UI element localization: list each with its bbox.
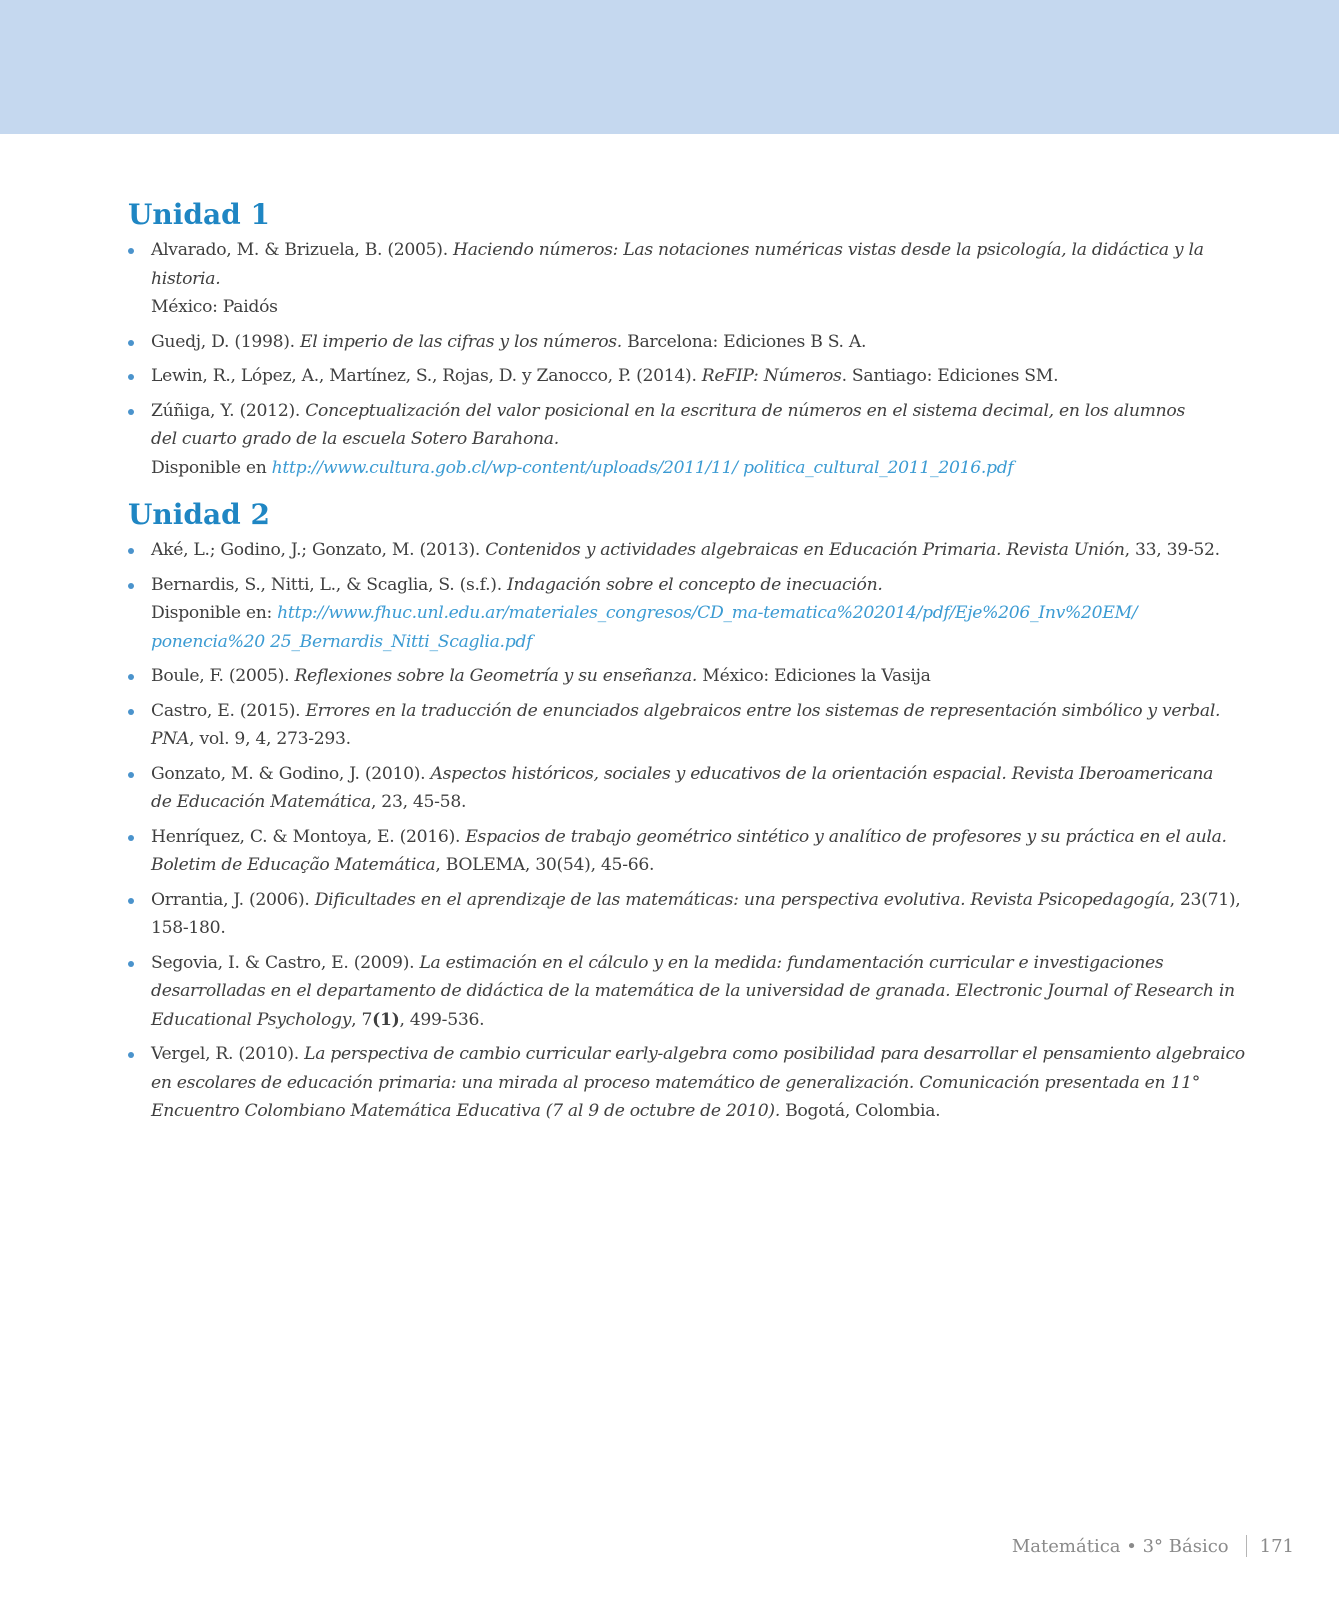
reference-item: Guedj, D. (1998). El imperio de las cifras y los números. Barcelona: Ediciones B S. A. xyxy=(128,328,1258,357)
reference-link[interactable]: http://www.fhuc.unl.edu.ar/materiales_congresos/CD_ma-tematica%202014/pdf/Eje%206_Inv%20EM/ xyxy=(277,603,1138,623)
unit-2-heading: Unidad 2 xyxy=(128,498,270,531)
bibliography xyxy=(128,196,1258,1132)
reference-item: Vergel, R. (2010). La perspectiva de cambio curricular early-algebra como posibilidad para desarrollar el pensamiento algebraico en escolares de educación primaria: una mirada al proceso matemático de generalización. Comunicación presentada en 11° Encuentro Colombiano Matemática Educativa (7 al 9 de octubre de 2010). Bogotá, Colombia. xyxy=(128,1040,1258,1126)
reference-item: Orrantia, J. (2006). Dificultades en el aprendizaje de las matemáticas: una perspectiva evolutiva. Revista Psicopedagogía, 23(71), 158-180. xyxy=(128,886,1258,943)
reference-item: Boule, F. (2005). Reflexiones sobre la Geometría y su enseñanza. México: Ediciones la Vasija xyxy=(128,662,1258,691)
page-number: 171 xyxy=(1259,1535,1294,1557)
unit-1-references xyxy=(128,236,1258,482)
page-footer xyxy=(1012,1535,1294,1557)
unit-2-references xyxy=(128,536,1258,1126)
reference-link[interactable]: http://www.cultura.gob.cl/wp-content/uploads/2011/11/ politica_cultural_2011_2016.pdf xyxy=(271,457,1014,478)
reference-item: Segovia, I. & Castro, E. (2009). La estimación en el cálculo y en la medida: fundamentación curricular e investigaciones desarrolladas en el departamento de didáctica de la matemática de la universidad de granada. Electronic Journal of Research in Educational Psychology, 7(1), 499-536. xyxy=(128,949,1258,1035)
reference-item: Bernardis, S., Nitti, L., & Scaglia, S. (s.f.). Indagación sobre el concepto de inecuación. Disponible en: http://www.fhuc.unl.edu.ar/materiales_congresos/CD_ma-tematica%202014/pdf/Eje%206_Inv%20EM/ ponencia%20 25_Bernardis_Nitti_Scaglia.pdf xyxy=(128,571,1258,657)
reference-item: Castro, E. (2015). Errores en la traducción de enunciados algebraicos entre los sistemas de representación simbólico y verbal. PNA, vol. 9, 4, 273-293. xyxy=(128,697,1258,754)
header-band xyxy=(0,0,1339,134)
book-title: Matemática • 3° Básico xyxy=(1011,1535,1229,1557)
reference-link-continued[interactable]: ponencia%20 25_Bernardis_Nitti_Scaglia.pdf xyxy=(151,631,533,652)
reference-item: Aké, L.; Godino, J.; Gonzato, M. (2013). Contenidos y actividades algebraicas en Educación Primaria. Revista Unión, 33, 39-52. xyxy=(128,536,1258,565)
reference-item: Lewin, R., López, A., Martínez, S., Rojas, D. y Zanocco, P. (2014). ReFIP: Números. Santiago: Ediciones SM. xyxy=(128,362,1258,391)
reference-item: Gonzato, M. & Godino, J. (2010). Aspectos históricos, sociales y educativos de la orientación espacial. Revista Iberoamericana de Educación Matemática, 23, 45-58. xyxy=(128,760,1258,817)
reference-item: Alvarado, M. & Brizuela, B. (2005). Haciendo números: Las notaciones numéricas vistas desde la psicología, la didáctica y la historia. México: Paidós xyxy=(128,236,1258,322)
reference-item: Zúñiga, Y. (2012). Conceptualización del valor posicional en la escritura de números en el sistema decimal, en los alumnos del cuarto grado de la escuela Sotero Barahona. Disponible en http://www.cultura.gob.cl/wp-content/uploads/2011/11/ politica_cultural_2011_2016.pdf xyxy=(128,397,1258,483)
unit-1-heading: Unidad 1 xyxy=(128,198,270,231)
footer-divider xyxy=(1246,1535,1247,1557)
reference-item: Henríquez, C. & Montoya, E. (2016). Espacios de trabajo geométrico sintético y analítico de profesores y su práctica en el aula. Boletim de Educação Matemática, BOLEMA, 30(54), 45-66. xyxy=(128,823,1258,880)
